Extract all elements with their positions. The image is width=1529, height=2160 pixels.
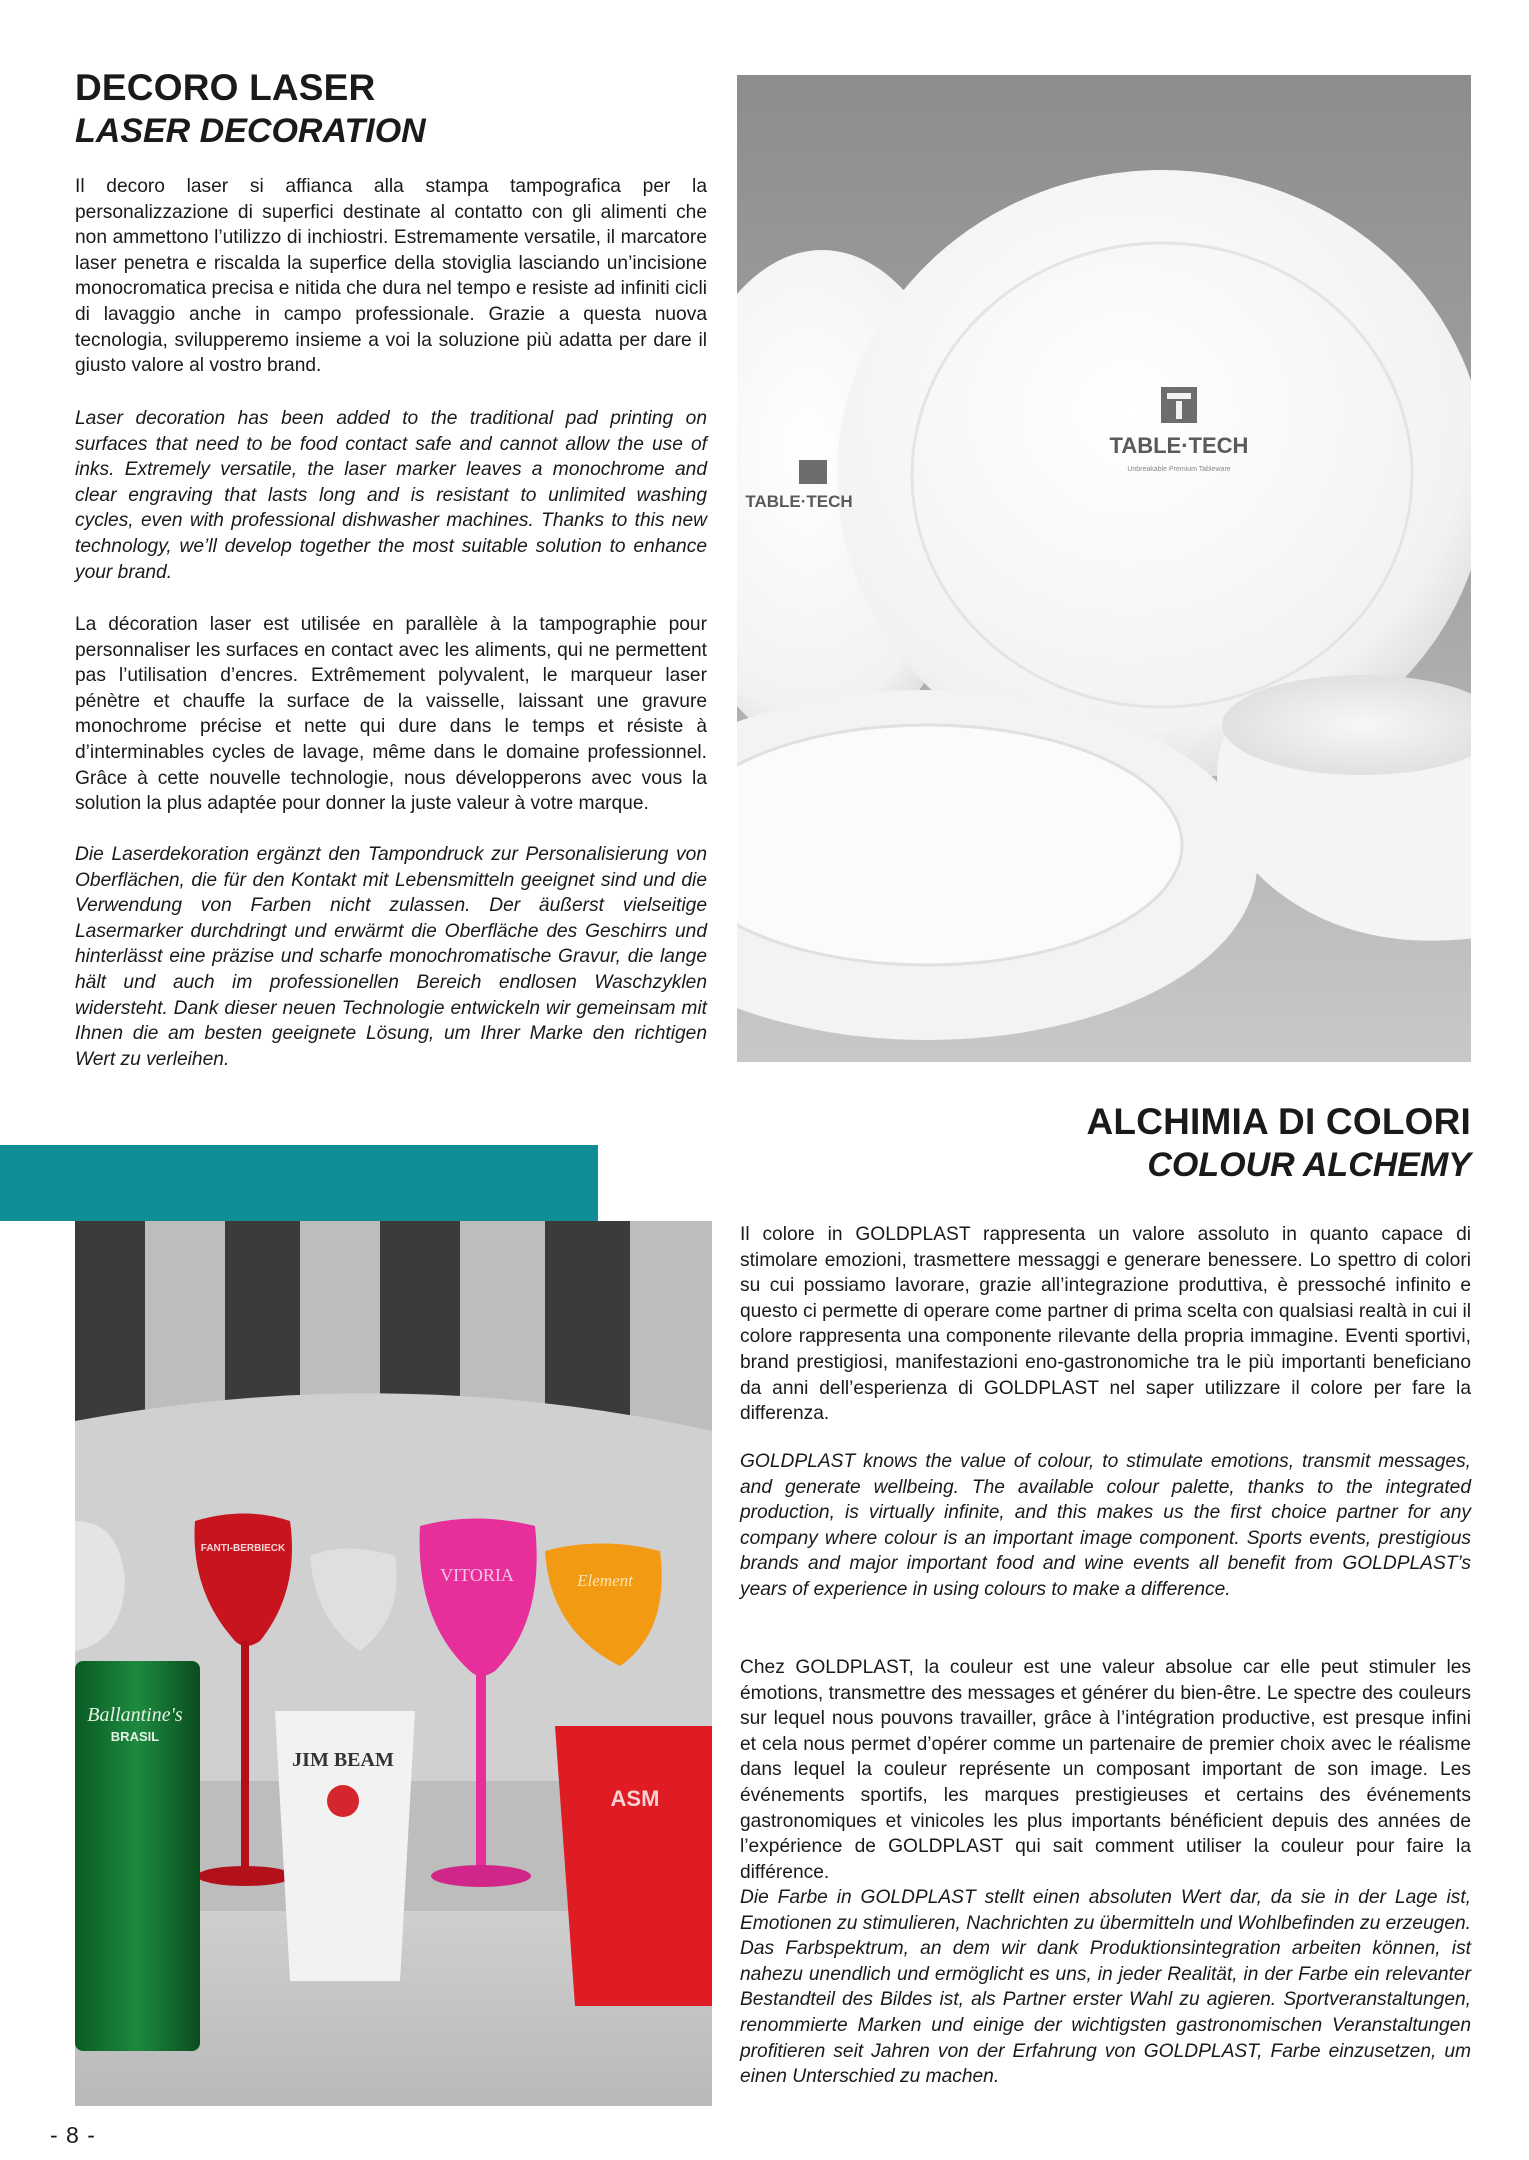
green-glass-label: Ballantine's: [87, 1704, 183, 1726]
page-number: - 8 -: [50, 2122, 96, 2148]
white-cup-label: JIM BEAM: [292, 1749, 394, 1771]
green-glass: [75, 1661, 200, 2051]
section-subtitle: COLOUR ALCHEMY: [1147, 1146, 1471, 1184]
paragraph-italian: Il colore in GOLDPLAST rappresenta un valore assoluto in quanto capace di stimolare emozioni, trasmettere messaggi e generare benessere. Lo spettro di colori su cui possiamo lavorare, grazie all’integrazione produttiva, è pressoché infinito e questo ci permette di operare come partner di prima scelta con qualsiasi realtà in cui il colore rappresenta una componente rilevante della propria immagine. Eventi sportivi, brand prestigiosi, manifestazioni eno-gastronomiche tra le più importanti beneficiano da anni dell’esperienza di GOLDPLAST nel saper utilizzare il colore per fare la differenza.: [740, 1224, 1471, 1425]
section-subtitle: LASER DECORATION: [75, 112, 426, 150]
red-cup: [555, 1726, 712, 2006]
accent-teal-band: [0, 1145, 598, 1221]
plates-illustration: [737, 75, 1471, 1062]
photo-laser-plates: [737, 75, 1471, 1062]
section-title: DECORO LASER: [75, 67, 376, 108]
paragraph-english: GOLDPLAST knows the value of colour, to stimulate emotions, transmit messages, and generate wellbeing. The available colour palette, thanks to the integrated production, is virtually infinite, and this makes us the first choice partner for any company where colour is an important image component. Sports events, prestigious brands and major important food and wine events all benefit from GOLDPLAST’s years of experience in using colours to make a difference.: [740, 1451, 1471, 1600]
paragraph-english: Laser decoration has been added to the traditional pad printing on surfaces that need to be food contact safe and cannot allow the use of inks. Extremely versatile, the laser marker leaves a monochrome and clear engraving that lasts long and is resistant to unlimited washing cycles, even with professional dishwasher machines. Thanks to this new technology, we’ll develop together the most suitable solution to enhance your brand.: [75, 408, 707, 583]
paragraph-french: La décoration laser est utilisée en parallèle à la tampographie pour personnaliser les surfaces en contact avec les aliments, qui ne permettent pas l’utilisation d’encres. Extrêmement polyvalent, le marqueur laser pénètre et chauffe la surface de la vaisselle, laissant une gravure monochrome précise et nette qui dure dans le temps et résiste à d’interminables cycles de lavage, même dans le domaine professionnel. Grâce à cette nouvelle technologie, nous développerons avec vous la solution la plus adaptée pour donner la juste valeur à votre marque.: [75, 614, 707, 815]
plate-brand-left: TABLE·TECH: [745, 492, 853, 511]
photo-colour-glasses: [75, 1221, 712, 2106]
paragraph-german: Die Laserdekoration ergänzt den Tampondruck zur Personalisierung von Oberflächen, die für den Kontakt mit Lebensmitteln geeignet sind und die Verwendung von Farben nicht zulassen. Der äußerst vielseitige Lasermarker durchdringt und erwärmt die Oberfläche des Geschirrs und hinterlässt eine präzise und scharfe monochromatische Gravur, die lange hält und auch im professionellen Bereich endlosen Waschzyklen widersteht. Dank dieser neuen Technologie entwickeln wir gemeinsam mit Ihnen die am besten geeignete Lösung, um Ihrer Marke den richtigen Wert zu verleihen.: [75, 844, 707, 1070]
paragraph-italian: Il decoro laser si affianca alla stampa tampografica per la personalizzazione di superfici destinate al contatto con gli alimenti che non ammettono l’utilizzo di inchiostri. Estremamente versatile, il marcatore laser penetra e riscalda la superfice della stoviglia lasciando un’incisione monocromatica precisa e nitida che dura nel tempo e resiste ad infiniti cicli di lavaggio anche in campo professionale. Grazie a questa nuova tecnologia, svilupperemo insieme a voi la soluzione più adatta per dare il giusto valore al vostro brand.: [75, 176, 707, 377]
paragraph-german: Die Farbe in GOLDPLAST stellt einen absoluten Wert dar, da sie in der Lage ist, Emotionen zu stimulieren, Nachrichten zu übermitteln und Wohlbefinden zu erzeugen. Das Farbspektrum, an dem wir dank Produktionsintegration arbeiten können, ist nahezu unendlich und ermöglicht es uns, in jeder Realität, in der Farbe ein relevanter Bestandteil des Bildes ist, als Partner erster Wahl zu agieren. Sportveranstaltungen, renommierte Marken und einige der wichtigsten gastronomischen Veranstaltungen profitieren seit Jahren von der Erfahrung von GOLDPLAST, Farbe einzusetzen, um einen Unterschied zu machen.: [740, 1887, 1471, 2088]
orange-goblet-label: Element: [577, 1571, 633, 1590]
red-cup-label: ASM: [610, 1786, 660, 1811]
pink-goblet-label: VITORIA: [440, 1565, 514, 1585]
green-glass-sublabel: BRASIL: [110, 1729, 160, 1744]
section-laser-heading: [75, 66, 715, 152]
glasses-illustration: [75, 1221, 712, 2106]
section-colour-heading: [740, 1100, 1471, 1186]
red-goblet-label: FANTI-BERBIECK: [200, 1543, 286, 1554]
plate-brand-tagline: Unbreakable Premium Tableware: [1127, 466, 1231, 473]
paragraph-french: Chez GOLDPLAST, la couleur est une valeur absolue car elle peut stimuler les émotions, transmettre des messages et générer du bien-être. Le spectre des couleurs sur lequel nous pouvons travailler, grâce à l’intégration productive, est presque infini et cela nous permet d’opérer comme un partenaire de premier choix avec le réalisme dans lequel la couleur représente un composant important de son image. Les événements sportifs, les marques prestigieuses et certains des événements gastronomiques et vinicoles les plus importants bénéficient depuis des années de l’expérience de GOLDPLAST qui sait comment utiliser la couleur pour faire la différence.: [740, 1657, 1471, 1883]
white-cup: [275, 1711, 415, 1981]
section-title: ALCHIMIA DI COLORI: [1086, 1101, 1471, 1142]
plate-brand-main: TABLE·TECH: [1109, 433, 1249, 458]
